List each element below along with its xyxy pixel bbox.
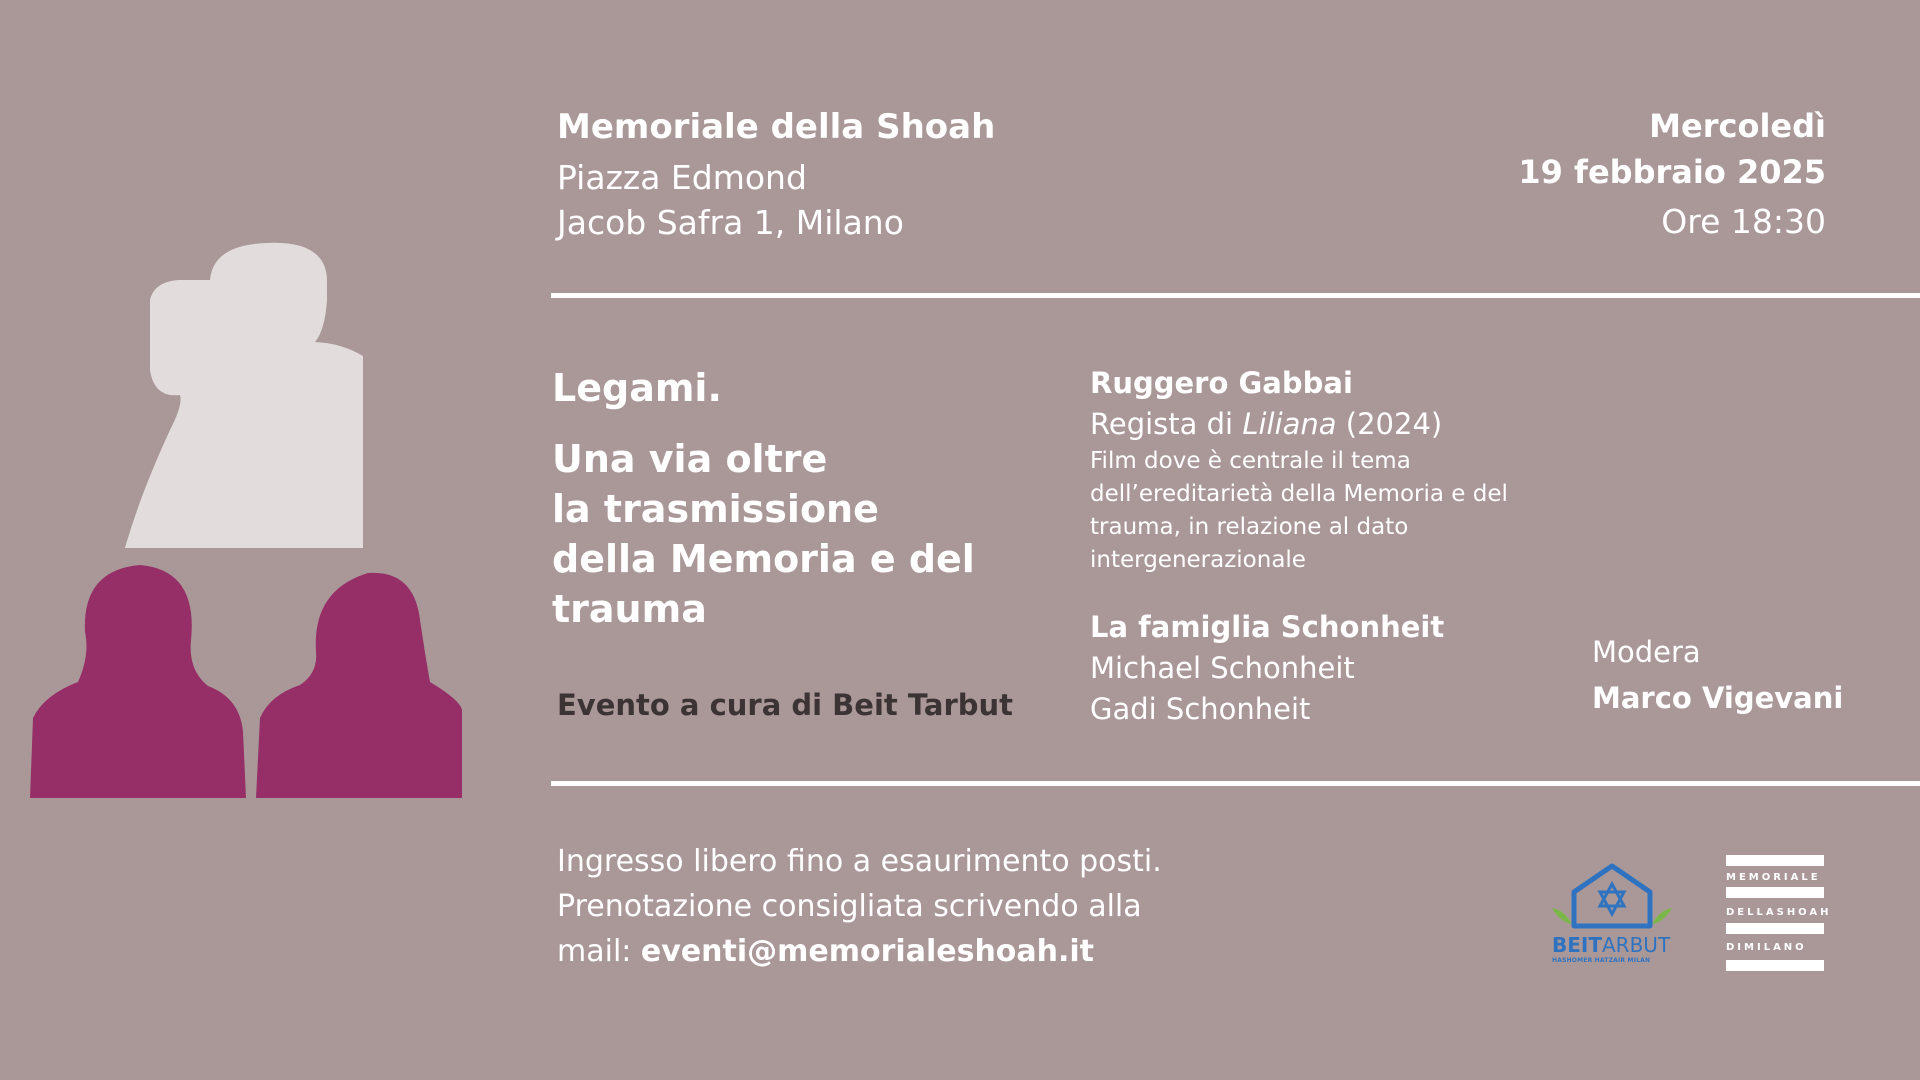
guest1-desc-line4: intergenerazionale (1090, 547, 1306, 573)
logo-bar (1726, 887, 1824, 898)
subtitle-line3: della Memoria e del (552, 537, 975, 581)
guest1-role-prefix: Regista di (1090, 407, 1243, 441)
guest2-member1: Michael Schonheit (1090, 651, 1355, 685)
guest1-desc-line3: trauma, in relazione al dato (1090, 514, 1409, 540)
logo-text-line1: MEMORIALE (1726, 872, 1821, 883)
event-subtitle (552, 434, 975, 634)
event-time: Ore 18:30 (1661, 202, 1826, 241)
footer-entry-info: Ingresso libero fino a esaurimento posti. (557, 844, 1162, 879)
venue-address-line1: Piazza Edmond (557, 158, 807, 197)
purple-silhouette-right (256, 573, 462, 798)
moderator-name: Marco Vigevani (1592, 681, 1844, 715)
venue-name: Memoriale della Shoah (557, 107, 996, 147)
logo-bar (1726, 855, 1824, 866)
memoriale-shoah-logo (1726, 855, 1832, 971)
footer-mail-line (557, 930, 1094, 974)
guest1-name: Ruggero Gabbai (1090, 366, 1353, 400)
tarbut-word: ARBUT (1602, 933, 1671, 957)
logo-text-line3: DIMILANO (1726, 942, 1807, 953)
moderator-label: Modera (1592, 635, 1701, 669)
beit-tarbut-wordmark (1552, 934, 1670, 956)
subtitle-line4: trauma (552, 587, 707, 631)
light-silhouette (125, 243, 363, 548)
footer-booking-info: Prenotazione consigliata scrivendo alla (557, 889, 1142, 924)
top-divider (551, 293, 1920, 298)
guest1-film-title: Liliana (1242, 407, 1337, 441)
guest1-desc-line1: Film dove è centrale il tema (1090, 448, 1411, 474)
guest1-desc-line2: dell’ereditarietà della Memoria e del (1090, 481, 1508, 507)
guest1-role (1090, 404, 1442, 444)
beit-tarbut-logo (1546, 862, 1678, 966)
event-weekday: Mercoledì (1649, 107, 1826, 145)
guest1-description (1090, 445, 1510, 577)
logo-bar (1726, 923, 1824, 934)
event-date: 19 febbraio 2025 (1518, 153, 1826, 191)
subtitle-line1: Una via oltre (552, 437, 828, 481)
curator-credit: Evento a cura di Beit Tarbut (557, 688, 1014, 722)
event-title: Legami. (552, 366, 722, 410)
beit-tarbut-subtitle: HASHOMER HATZAIR MILAN (1552, 957, 1651, 964)
logo-bar (1726, 960, 1824, 971)
beit-word: BEIT (1552, 933, 1602, 957)
beit-tarbut-emblem-icon (1546, 862, 1678, 934)
subtitle-line2: la trasmissione (552, 487, 879, 531)
venue-address-line2: Jacob Safra 1, Milano (557, 203, 904, 242)
purple-silhouette-left (30, 565, 246, 798)
logo-text-line2: DELLASHOAH (1726, 907, 1832, 918)
mail-prefix: mail: (557, 934, 641, 969)
guest2-member2: Gadi Schonheit (1090, 692, 1311, 726)
guest2-name: La famiglia Schonheit (1090, 610, 1445, 644)
email-link[interactable]: eventi@memorialeshoah.it (640, 934, 1095, 969)
guest1-film-year: (2024) (1336, 407, 1443, 441)
silhouettes-illustration (30, 240, 465, 800)
bottom-divider (551, 781, 1920, 786)
